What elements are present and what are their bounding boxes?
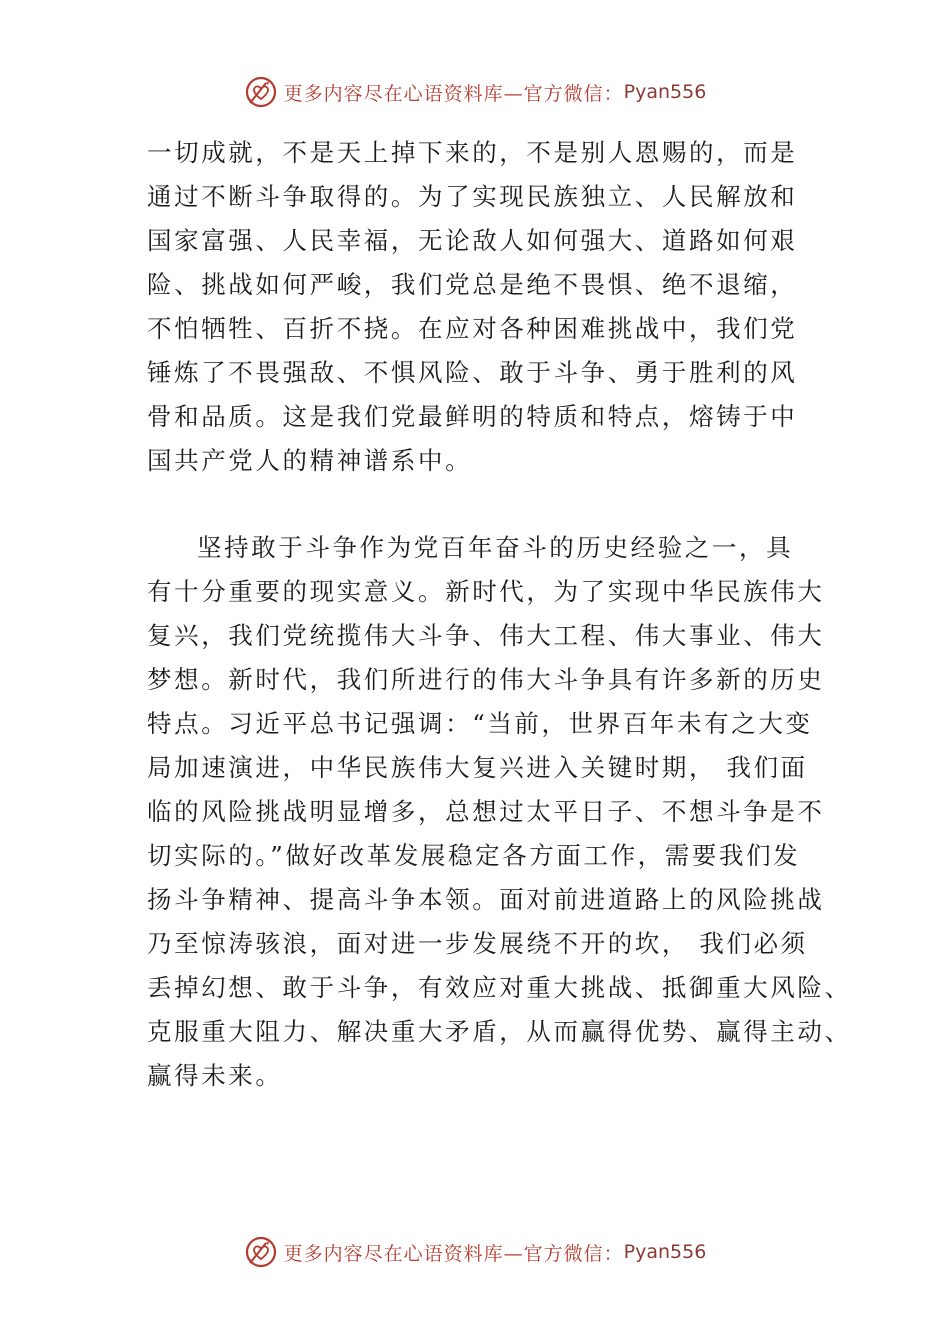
text-line: 临的风险挑战明显增多，总想过太平日子、不想斗争是不	[147, 797, 825, 826]
footer-watermark-banner	[0, 1232, 950, 1272]
banner-wechat-id: Pyan556	[623, 1241, 707, 1263]
text-line: 复兴，我们党统揽伟大斗争、伟大工程、伟大事业、伟大	[147, 621, 825, 650]
heart-pen-logo-icon	[244, 1235, 278, 1269]
text-line: 通过不断斗争取得的。为了实现民族独立、人民解放和	[147, 182, 798, 211]
banner-wechat-id: Pyan556	[623, 81, 707, 103]
text-line: 锤炼了不畏强敌、不惧风险、敢于斗争、勇于胜利的风	[147, 358, 798, 387]
text-line: 赢得未来。	[147, 1061, 283, 1090]
banner-text-cn: 更多内容尽在心语资料库—官方微信：	[283, 1242, 624, 1265]
text-line: 切实际的。”做好改革发展稳定各方面工作，需要我们发	[147, 841, 801, 870]
text-line: 局加速演进，中华民族伟大复兴进入关键时期， 我们面	[147, 753, 808, 782]
text-line: 骨和品质。这是我们党最鲜明的特质和特点，熔铸于中	[147, 402, 798, 431]
text-line: 扬斗争精神、提高斗争本领。面对前进道路上的风险挑战	[147, 885, 825, 914]
heart-pen-logo-icon	[244, 75, 278, 109]
text-line: 特点。习近平总书记强调：“当前，世界百年未有之大变	[147, 709, 813, 738]
header-watermark-banner	[0, 72, 950, 112]
text-line: 不怕牺牲、百折不挠。在应对各种困难挑战中，我们党	[147, 314, 798, 343]
text-line: 乃至惊涛骇浪，面对进一步发展绕不开的坎， 我们必须	[147, 929, 808, 958]
text-line: 有十分重要的现实意义。新时代，为了实现中华民族伟大	[147, 577, 825, 606]
paragraph-1	[147, 131, 847, 483]
text-line: 一切成就，不是天上掉下来的，不是别人恩赐的，而是	[147, 138, 798, 167]
text-line: 国共产党人的精神谱系中。	[147, 446, 473, 475]
banner-text-cn: 更多内容尽在心语资料库—官方微信：	[283, 82, 624, 105]
text-line: 丢掉幻想、敢于斗争，有效应对重大挑战、抵御重大风险、	[147, 973, 852, 1002]
paragraph-2	[147, 526, 852, 1098]
text-line: 克服重大阻力、解决重大矛盾，从而赢得优势、赢得主动、	[147, 1017, 852, 1046]
text-line: 险、挑战如何严峻，我们党总是绝不畏惧、绝不退缩，	[147, 270, 798, 299]
text-line: 国家富强、人民幸福，无论敌人如何强大、道路如何艰	[147, 226, 798, 255]
text-line: 坚持敢于斗争作为党百年奋斗的历史经验之一，具	[197, 533, 794, 562]
text-line: 梦想。新时代，我们所进行的伟大斗争具有许多新的历史	[147, 665, 825, 694]
